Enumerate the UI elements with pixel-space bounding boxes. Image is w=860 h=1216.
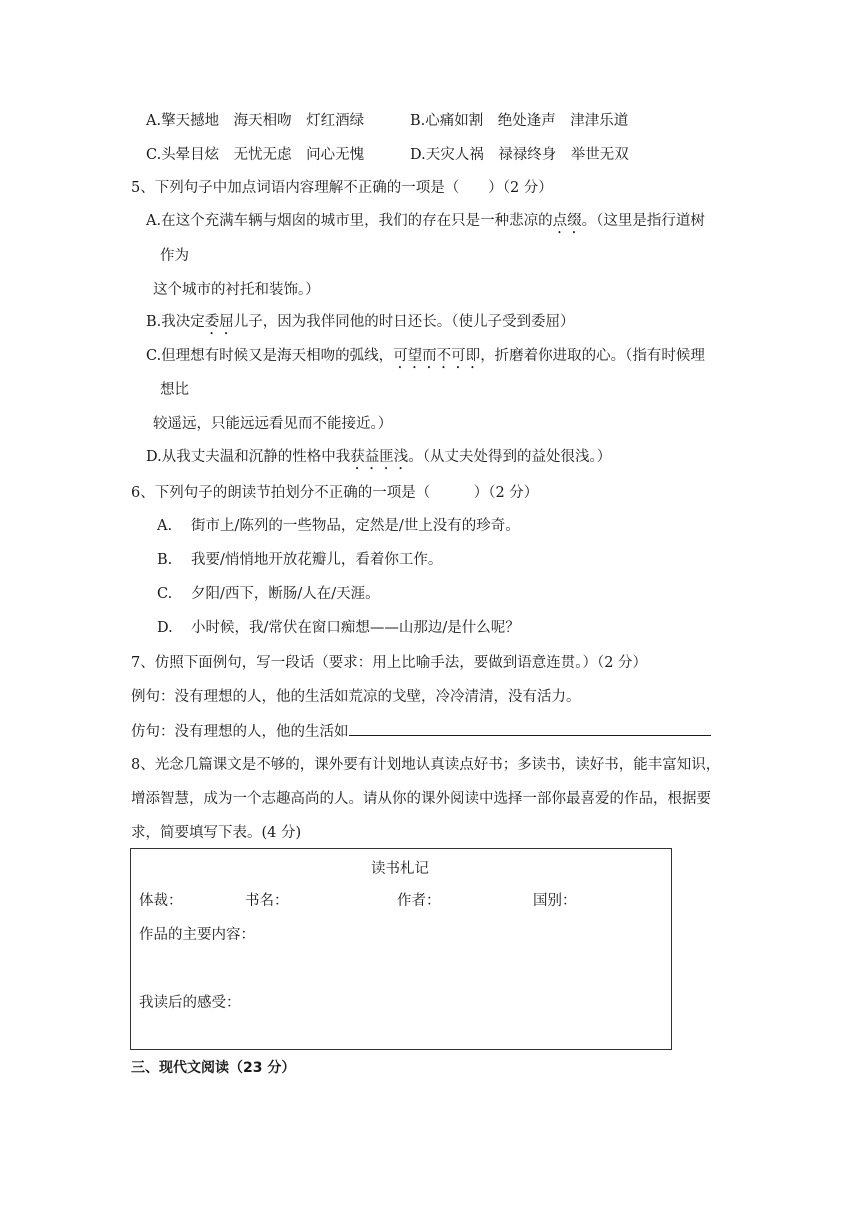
feeling-label: 我读后的感受： [139,995,241,1011]
question-7-imitate [131,721,711,742]
option-5d-post: 。（从丈夫处得到的益处很浅。） [408,449,612,465]
option-6c-text: 夕阳/西下，断肠/人在/天涯。 [191,586,380,602]
genre-label: 体裁： [139,893,183,909]
reading-notes-title: 读书札记 [371,861,429,877]
option-6b [157,550,442,570]
option-5b-dotted: 委屈 [204,314,234,330]
option-5d-pre: D.从我丈夫温和沉静的性格中我 [146,449,351,465]
author-label: 作者： [397,893,441,909]
main-content-label: 作品的主要内容： [139,927,255,943]
question-7-example: 例句：没有理想的人，他的生活如荒凉的戈壁，冷冷清清，没有活力。 [131,689,581,705]
option-4d: D.天灾人祸 禄禄终身 举世无双 [410,147,629,163]
option-5c-line3: 较遥远，只能远远看见而不能接近。） [153,416,393,432]
question-7-stem: 7、仿照下面例句，写一段话（要求：用上比喻手法，要做到语意连贯。）（2 分） [131,655,648,671]
option-4c: C.头晕目炫 无忧无虑 问心无愧 [146,147,365,163]
option-6c-letter: C. [157,586,173,602]
option-5b-pre: B.我决定 [146,314,205,330]
option-5d-dotted: 获益匪浅 [350,449,409,465]
option-5c-pre: C.但理想有时候又是海天相吻的弧线， [146,348,394,364]
option-6a-letter: A. [157,518,173,534]
option-5c-post: ，折磨着你进取的心。（指有时候理 [480,348,705,364]
option-6a-text: 街市上/陈列的一些物品，定然是/世上没有的珍奇。 [191,518,520,534]
option-6d-text: 小时候，我/常伏在窗口痴想——山那边/是什么呢？ [191,620,520,636]
option-4a: A.擎天撼地 海天相吻 灯红酒绿 [146,113,365,129]
option-6b-text: 我要/悄悄地开放花瓣儿，看着你工作。 [191,552,443,568]
option-5a-post: 。（这里是指行道树 [581,213,705,229]
question-5-stem: 5、下列句子中加点词语内容理解不正确的一项是（ ）（2 分） [131,180,553,196]
option-5a-pre: A.在这个充满车辆与烟囱的城市里，我们的存在只是一种悲凉的 [146,213,553,229]
option-5d [146,447,611,473]
option-5a [146,211,705,237]
book-title-label: 书名： [245,893,289,909]
answer-blank[interactable] [349,721,711,736]
question-6-stem: 6、下列句子的朗读节拍划分不正确的一项是（ ）（2 分） [131,485,539,501]
option-5b-post: 儿子，因为我伴同他的时日还长。（使儿子受到委屈） [233,314,575,330]
option-5a-line3: 这个城市的衬托和装饰。） [153,282,320,298]
option-6c [157,584,380,604]
option-6d-letter: D. [157,620,173,636]
option-5c-line2: 想比 [160,382,189,398]
section-3-heading: 三、现代文阅读（23 分） [131,1060,296,1076]
question-8-line3: 求，简要填写下表。(4 分) [131,825,302,841]
option-5a-line2: 作为 [160,248,189,264]
option-4b: B.心痛如割 绝处逢声 津津乐道 [410,113,629,129]
option-5a-dotted: 点缀 [552,213,582,229]
question-7-imitate-prefix: 仿句：没有理想的人，他的生活如 [131,724,349,740]
option-5b [146,312,575,338]
option-6d [157,618,520,638]
question-8-line1: 8、光念几篇课文是不够的，课外要有计划地认真读点好书；多读书，读好书，能丰富知识， [131,757,721,773]
option-5c-dotted: 可望而不可即 [393,348,481,364]
question-8-line2: 增添智慧，成为一个志趣高尚的人。请从你的课外阅读中选择一部你最喜爱的作品，根据要 [131,791,711,807]
option-6a [157,516,520,536]
country-label: 国别： [533,893,577,909]
option-5c [146,346,705,372]
reading-notes-table [130,848,672,1050]
option-6b-letter: B. [157,552,173,568]
